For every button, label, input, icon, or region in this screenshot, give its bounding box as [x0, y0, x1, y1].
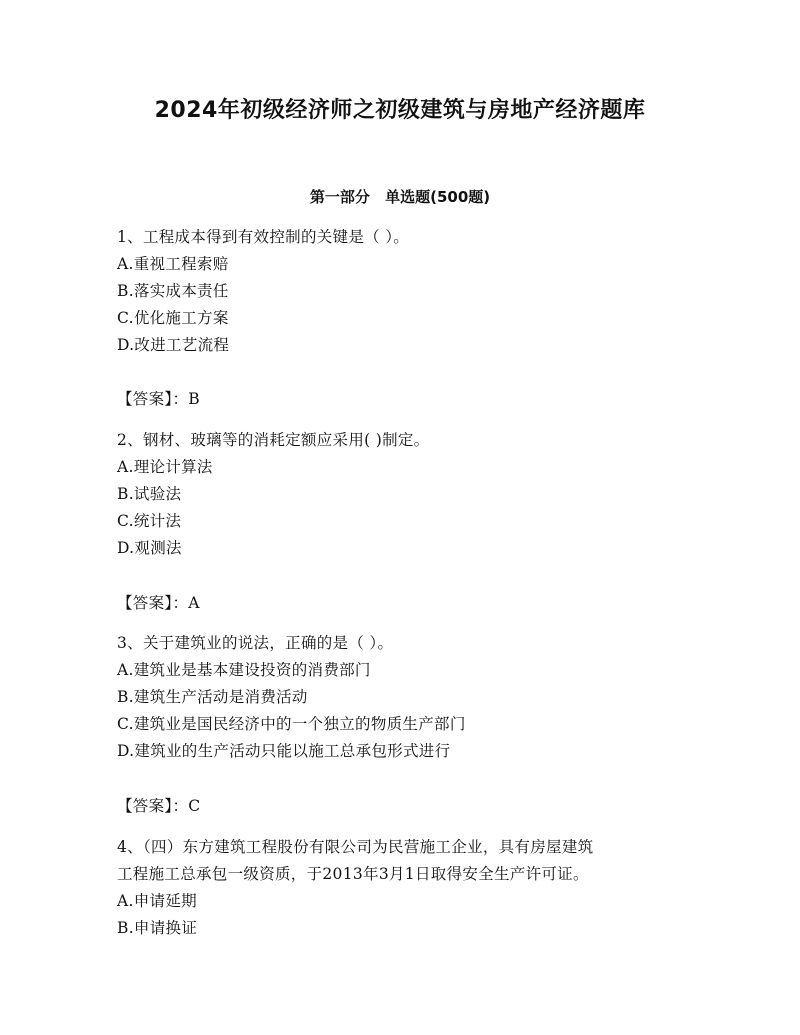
question-2-option-c: C.统计法: [117, 512, 182, 530]
question-3-option-d: D.建筑业的生产活动只能以施工总承包形式进行: [117, 742, 451, 760]
question-3-option-a: A.建筑业是基本建设投资的消费部门: [117, 661, 371, 679]
question-4-option-a: A.申请延期: [117, 892, 197, 910]
question-1-option-d: D.改进工艺流程: [117, 336, 230, 354]
question-4-stem-line-1: 4、（四）东方建筑工程股份有限公司为民营施工企业，具有房屋建筑: [117, 838, 594, 856]
question-1-option-b: B.落实成本责任: [117, 282, 229, 300]
question-2-option-d: D.观测法: [117, 539, 182, 557]
question-1-answer: 【答案】：B: [117, 390, 200, 408]
question-2-answer: 【答案】：A: [117, 594, 200, 612]
question-3-answer: 【答案】：C: [117, 797, 201, 815]
question-2-option-b: B.试验法: [117, 485, 182, 503]
question-3-option-c: C.建筑业是国民经济中的一个独立的物质生产部门: [117, 715, 466, 733]
question-3-stem: 3、关于建筑业的说法，正确的是（ ）。: [117, 634, 394, 652]
question-4-option-b: B.申请换证: [117, 919, 198, 937]
question-1-stem: 1、工程成本得到有效控制的关键是（ ）。: [117, 228, 410, 246]
question-4-stem-line-2: 工程施工总承包一级资质，于2013年3月1日取得安全生产许可证。: [117, 865, 589, 883]
document-title: 2024年初级经济师之初级建筑与房地产经济题库: [154, 98, 646, 123]
section-title: 第一部分 单选题(500题): [309, 188, 491, 206]
question-3-option-b: B.建筑生产活动是消费活动: [117, 688, 308, 706]
question-2-stem: 2、钢材、玻璃等的消耗定额应采用( )制定。: [117, 431, 430, 449]
question-2-option-a: A.理论计算法: [117, 458, 213, 476]
question-1-option-c: C.优化施工方案: [117, 309, 229, 327]
question-1-option-a: A.重视工程索赔: [117, 255, 229, 273]
